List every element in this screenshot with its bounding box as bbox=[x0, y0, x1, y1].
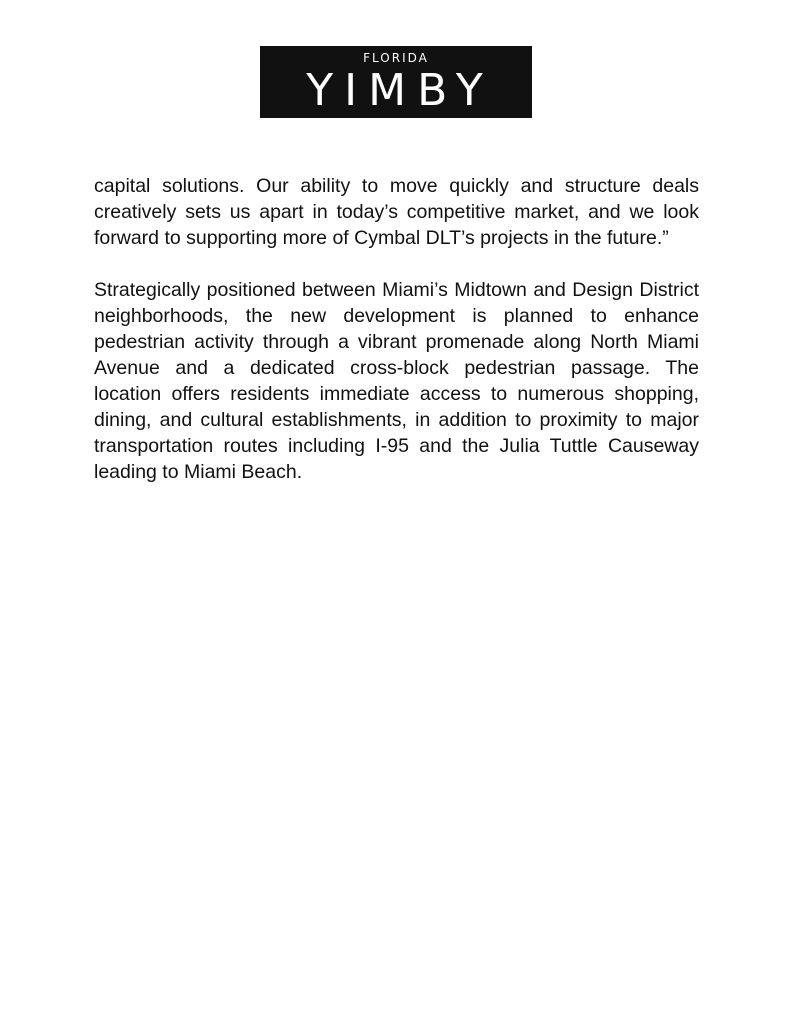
article-paragraph-1: capital solutions. Our ability to move quickly and structure deals creatively sets us apart in today’s competitive market, and we look forward to supporting more of Cymbal DLT’s projects in the future.” bbox=[94, 175, 699, 249]
article-body bbox=[94, 173, 699, 485]
logo-subtitle: FLORIDA bbox=[363, 51, 429, 65]
article-paragraph-2: Strategically positioned between Miami’s Midtown and Design District neighborhoods, the new development is planned to enhance pedestrian activity through a vibrant promenade along North Miami Avenue and a dedicated cross-block pedestrian passage. The location offers residents immediate access to numerous shopping, dining, and cultural establishments, in addition to proximity to major transportation routes including I-95 and the Julia Tuttle Causeway leading to Miami Beach. bbox=[94, 279, 699, 483]
logo-title: YIMBY bbox=[306, 65, 494, 116]
florida-yimby-logo bbox=[260, 46, 532, 118]
